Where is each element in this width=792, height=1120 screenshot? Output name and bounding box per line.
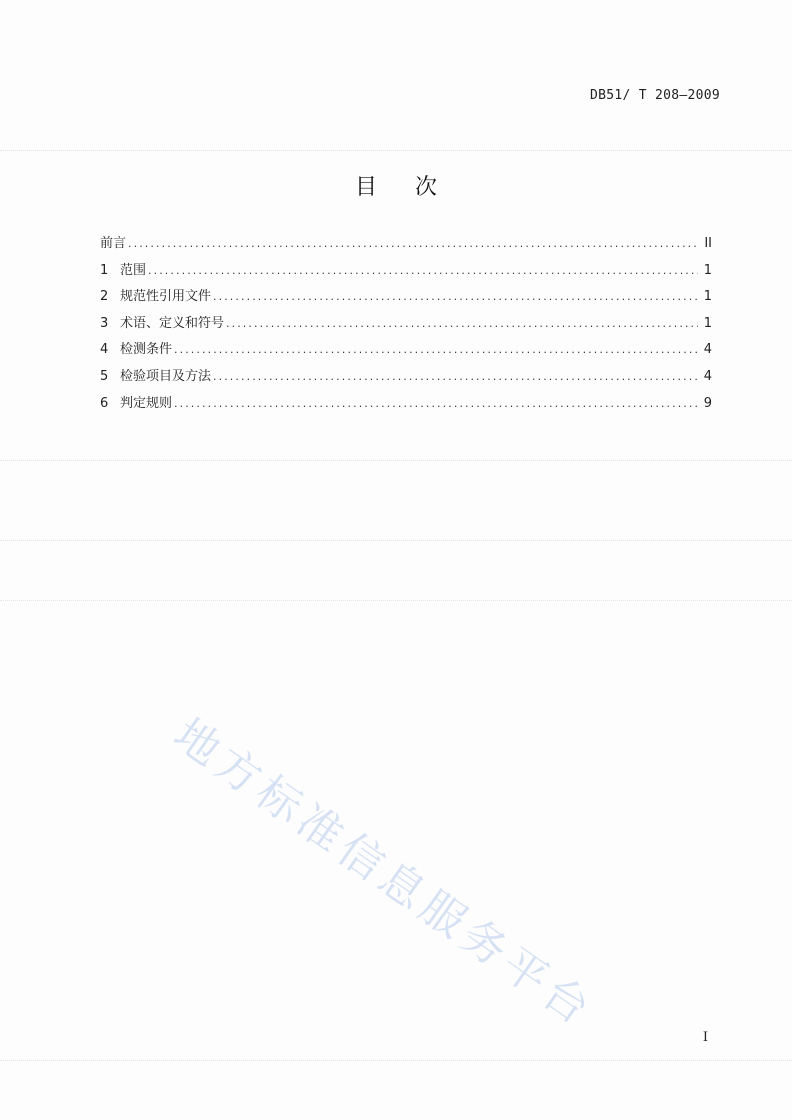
- toc-entry-normative-references[interactable]: [100, 285, 712, 312]
- toc-entry-label: 术语、定义和符号: [120, 315, 225, 331]
- scan-line: [0, 1060, 792, 1061]
- toc-entry-inspection-items[interactable]: [100, 365, 712, 392]
- document-code: DB51/ T 208—2009: [589, 88, 720, 103]
- toc-leader-dots: [148, 264, 698, 277]
- toc-entry-page: 4: [703, 368, 712, 384]
- toc-entry-judgement-rules[interactable]: [100, 392, 712, 419]
- scan-line: [0, 600, 792, 601]
- toc-leader-dots: [174, 397, 698, 410]
- toc-entry-label: 范围: [120, 262, 147, 278]
- toc-entry-label: 检测条件: [120, 342, 173, 358]
- toc-entry-page: 4: [703, 342, 712, 358]
- scan-line: [0, 150, 792, 151]
- toc-entry-number: 5: [100, 368, 109, 384]
- page-number: I: [702, 1030, 708, 1045]
- toc-list: [100, 232, 712, 418]
- toc-entry-page: 9: [703, 395, 712, 411]
- scan-line: [0, 540, 792, 541]
- toc-entry-number: 2: [100, 289, 109, 305]
- toc-entry-scope[interactable]: [100, 259, 712, 286]
- toc-entry-page: 1: [703, 315, 712, 331]
- toc-entry-test-conditions[interactable]: [100, 338, 712, 365]
- toc-title: 目次: [354, 175, 475, 200]
- toc-leader-dots: [174, 343, 698, 356]
- toc-entry-label: 判定规则: [120, 395, 173, 411]
- toc-entry-page: 1: [703, 289, 712, 305]
- toc-entry-label: 检验项目及方法: [120, 368, 212, 384]
- toc-entry-number: 6: [100, 395, 109, 411]
- toc-entry-label: 前言: [100, 236, 127, 251]
- toc-leader-dots: [213, 370, 698, 383]
- toc-entry-terms-definitions[interactable]: [100, 312, 712, 339]
- toc-entry-page: 1: [703, 262, 712, 278]
- toc-leader-dots: [128, 237, 698, 250]
- toc-entry-number: 4: [100, 342, 109, 358]
- watermark: 地方标准信息服务平台: [164, 709, 604, 1038]
- toc-leader-dots: [213, 290, 698, 303]
- toc-entry-number: 1: [100, 262, 109, 278]
- toc-entry-foreword[interactable]: [100, 232, 712, 259]
- toc-leader-dots: [226, 317, 698, 330]
- toc-entry-label: 规范性引用文件: [120, 289, 212, 305]
- toc-entry-number: 3: [100, 315, 109, 331]
- toc-entry-page: II: [704, 236, 712, 251]
- scan-line: [0, 460, 792, 461]
